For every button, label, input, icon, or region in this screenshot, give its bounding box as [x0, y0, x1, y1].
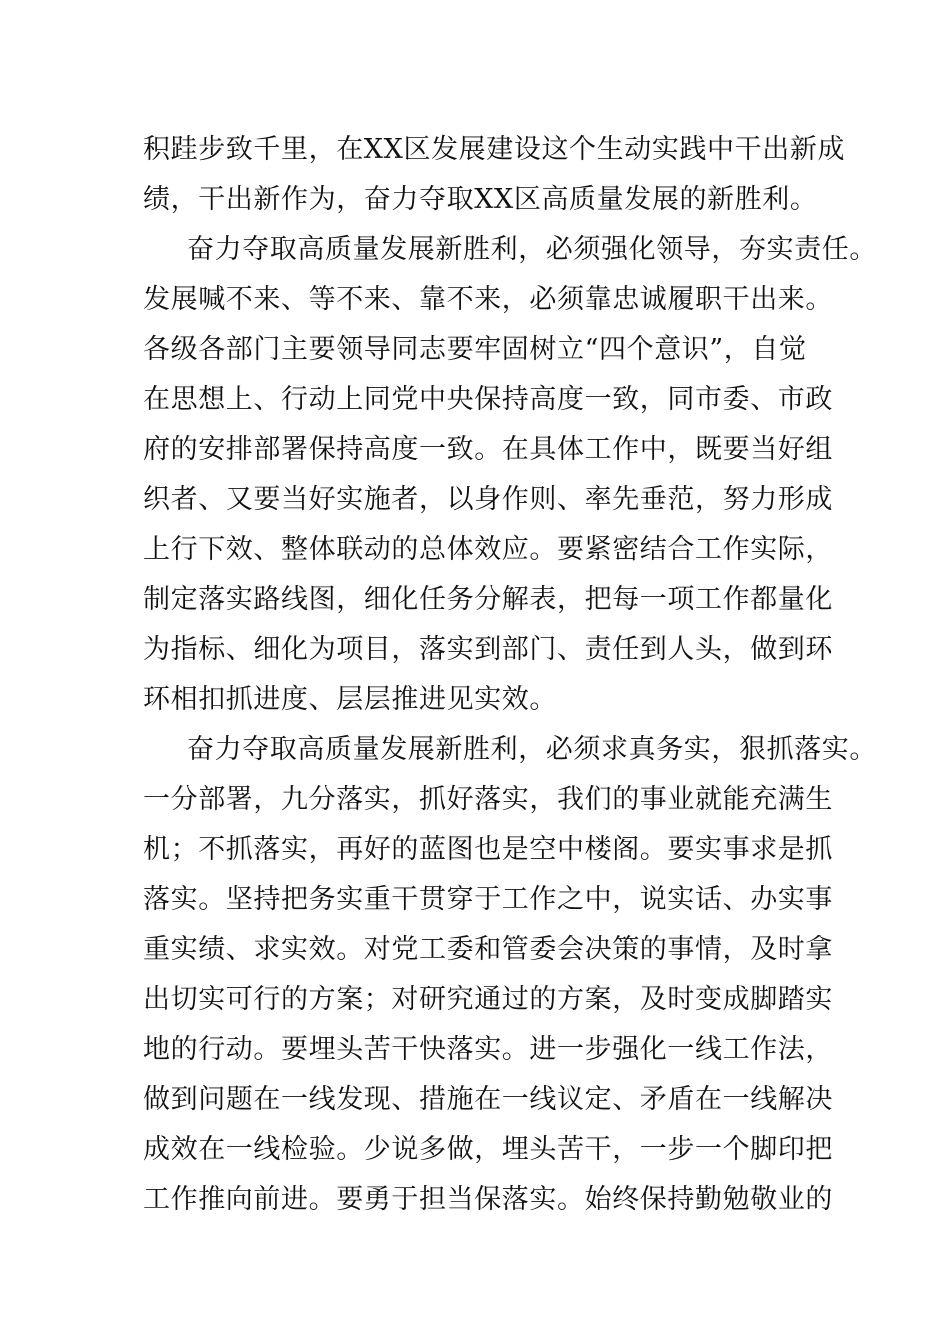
text-line: 工作推向前进。要勇于担当保落实。始终保持勤勉敬业的 [143, 1184, 833, 1215]
text-line: 为指标、细化为项目，落实到部门、责任到人头，做到环 [143, 634, 833, 665]
text-line: 一分部署，九分落实，抓好落实，我们的事业就能充满生 [143, 784, 833, 815]
text-line: 府的安排部署保持高度一致。在具体工作中，既要当好组 [143, 434, 833, 465]
text-line: 制定落实路线图，细化任务分解表，把每一项工作都量化 [143, 584, 833, 615]
text-line: 积跬步致千里，在XX区发展建设这个生动实践中干出新成 [143, 134, 846, 165]
text-line: 上行下效、整体联动的总体效应。要紧密结合工作实际， [143, 534, 833, 565]
text-line: 落实。坚持把务实重干贯穿于工作之中，说实话、办实事 [143, 884, 833, 915]
text-line: 出切实可行的方案；对研究通过的方案，及时变成脚踏实 [143, 984, 833, 1015]
text-line: 成效在一线检验。少说多做，埋头苦干，一步一个脚印把 [143, 1134, 833, 1165]
text-line: 重实绩、求实效。对党工委和管委会决策的事情，及时拿 [143, 934, 833, 965]
text-line: 发展喊不来、等不来、靠不来，必须靠忠诚履职干出来。 [143, 284, 833, 315]
text-line: 地的行动。要埋头苦干快落实。进一步强化一线工作法， [143, 1034, 833, 1065]
text-line: 织者、又要当好实施者，以身作则、率先垂范，努力形成 [143, 484, 833, 515]
paragraph-start-line: 奋力夺取高质量发展新胜利，必须强化领导，夯实责任。 [187, 234, 877, 265]
text-line: 在思想上、行动上同党中央保持高度一致，同市委、市政 [143, 384, 833, 415]
text-line: 做到问题在一线发现、措施在一线议定、矛盾在一线解决 [143, 1084, 833, 1115]
paragraph-start-line: 奋力夺取高质量发展新胜利，必须求真务实，狠抓落实。 [187, 734, 877, 765]
text-line: 机；不抓落实，再好的蓝图也是空中楼阁。要实事求是抓 [143, 834, 833, 865]
text-line: 各级各部门主要领导同志要牢固树立“四个意识”，自觉 [143, 334, 807, 365]
text-line: 绩，干出新作为，奋力夺取XX区高质量发展的新胜利。 [143, 184, 818, 215]
text-line: 环相扣抓进度、层层推进见实效。 [143, 684, 557, 715]
